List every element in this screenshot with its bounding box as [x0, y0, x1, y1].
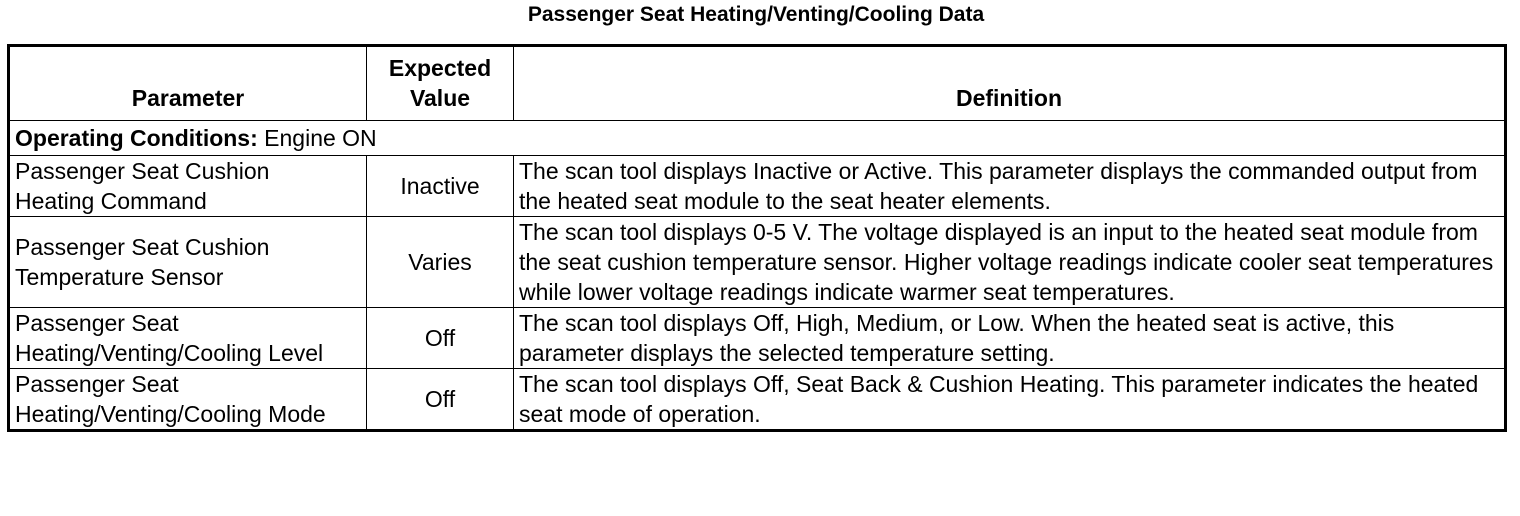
expected-value-cell: Off [367, 369, 514, 431]
expected-value-cell: Inactive [367, 156, 514, 217]
operating-conditions-cell [9, 121, 1506, 156]
operating-conditions-label: Operating Conditions: [15, 125, 258, 151]
operating-conditions-value: Engine ON [264, 125, 377, 151]
expected-value-cell: Off [367, 308, 514, 369]
data-table [7, 44, 1507, 432]
parameter-line2: Temperature Sensor [15, 264, 224, 290]
header-row [9, 46, 1506, 121]
parameter-line2: Heating/Venting/Cooling Mode [15, 401, 326, 427]
operating-conditions-row [9, 121, 1506, 156]
header-definition-label: Definition [955, 85, 1063, 111]
parameter-cell [9, 369, 367, 431]
header-parameter-label: Parameter [131, 85, 245, 111]
parameter-line2: Heating Command [15, 188, 207, 214]
parameter-line2: Heating/Venting/Cooling Level [15, 340, 324, 366]
table-title: Passenger Seat Heating/Venting/Cooling Data [527, 3, 985, 26]
header-definition [514, 46, 1506, 121]
header-expected-line1: Expected [388, 55, 492, 81]
parameter-cell [9, 308, 367, 369]
parameter-line1: Passenger Seat [15, 371, 179, 397]
table-body [9, 121, 1506, 431]
parameter-line1: Passenger Seat Cushion [15, 234, 270, 260]
parameter-line1: Passenger Seat [15, 310, 179, 336]
parameter-cell [9, 156, 367, 217]
parameter-line1: Passenger Seat Cushion [15, 158, 270, 184]
table-header [9, 46, 1506, 121]
table-row [9, 156, 1506, 217]
definition-cell: The scan tool displays Off, Seat Back & Cushion Heating. This parameter indicates the heated seat mode of operation. [514, 369, 1506, 431]
table-row [9, 369, 1506, 431]
expected-value-cell: Varies [367, 217, 514, 308]
table-row [9, 308, 1506, 369]
parameter-cell [9, 217, 367, 308]
definition-cell: The scan tool displays Inactive or Active. This parameter displays the commanded output from the heated seat module to the seat heater elements. [514, 156, 1506, 217]
definition-cell: The scan tool displays Off, High, Medium, or Low. When the heated seat is active, this parameter displays the selected temperature setting. [514, 308, 1506, 369]
header-parameter [9, 46, 367, 121]
header-expected-value [367, 46, 514, 121]
header-expected-line2: Value [409, 85, 471, 111]
definition-cell: The scan tool displays 0-5 V. The voltage displayed is an input to the heated seat module from the seat cushion temperature sensor. Higher voltage readings indicate cooler seat temperatures while lower voltage readings indicate warmer seat temperatures. [514, 217, 1506, 308]
table-row [9, 217, 1506, 308]
